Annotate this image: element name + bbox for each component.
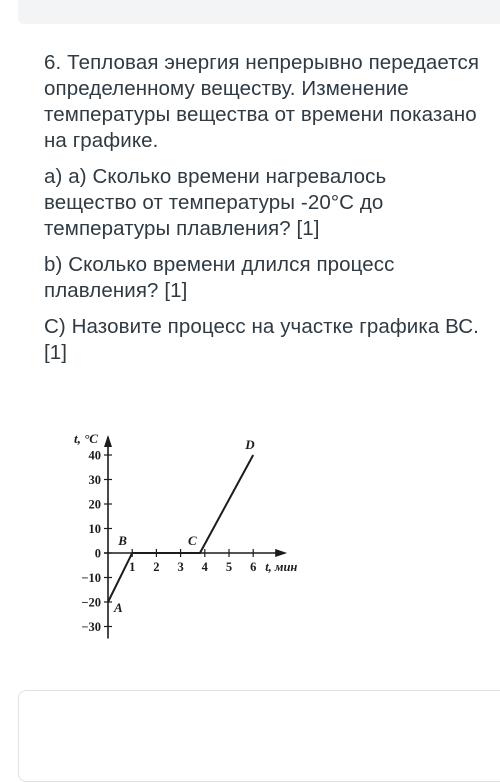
x-tick-label: 4: [201, 560, 208, 574]
x-tick-label: 6: [250, 560, 257, 574]
point-label-a: A: [114, 600, 123, 615]
question-paragraph-1: 6. Тепловая энергия непрерывно передается определенному веществу. Изменение температуры вещества от времени показано на графике.: [44, 51, 480, 152]
point-label-d: D: [245, 437, 255, 452]
y-tick-label: 40: [88, 448, 101, 463]
question-paragraph-3: b) Сколько времени длился процесс плавления? [1]: [44, 253, 395, 302]
y-axis-label: t, °C: [74, 431, 98, 446]
point-label-c: C: [187, 533, 197, 548]
x-tick-label: 2: [153, 560, 160, 574]
y-axis-arrow: [104, 435, 112, 447]
question-text: [44, 50, 484, 376]
x-axis-arrow: [275, 549, 287, 557]
question-paragraph-2: а) а) Сколько времени нагревалось вещество от температуры -20°С до температуры плавления? [1]: [44, 165, 387, 240]
y-tick-label: −20: [81, 595, 101, 610]
y-tick-label: 20: [88, 497, 101, 512]
y-tick-label: −30: [81, 620, 101, 634]
x-tick-label: 3: [177, 560, 184, 574]
x-tick-label: 1: [129, 560, 136, 574]
y-tick-label: −10: [81, 571, 101, 585]
y-tick-label: 0: [94, 546, 101, 561]
question-paragraph-4: С) Назовите процесс на участке графика ВС. [1]: [44, 315, 479, 364]
answer-input-box[interactable]: [18, 690, 500, 782]
x-tick-label: 5: [225, 560, 233, 574]
y-tick-label: 10: [88, 522, 101, 536]
temperature-graph: [58, 420, 328, 650]
x-axis-label: t, мин: [265, 560, 298, 574]
point-label-b: B: [118, 533, 127, 548]
chart-svg: [58, 420, 328, 650]
graph-line-abcd: [108, 455, 253, 602]
y-tick-label: 30: [88, 473, 101, 487]
top-strip: [18, 0, 500, 24]
